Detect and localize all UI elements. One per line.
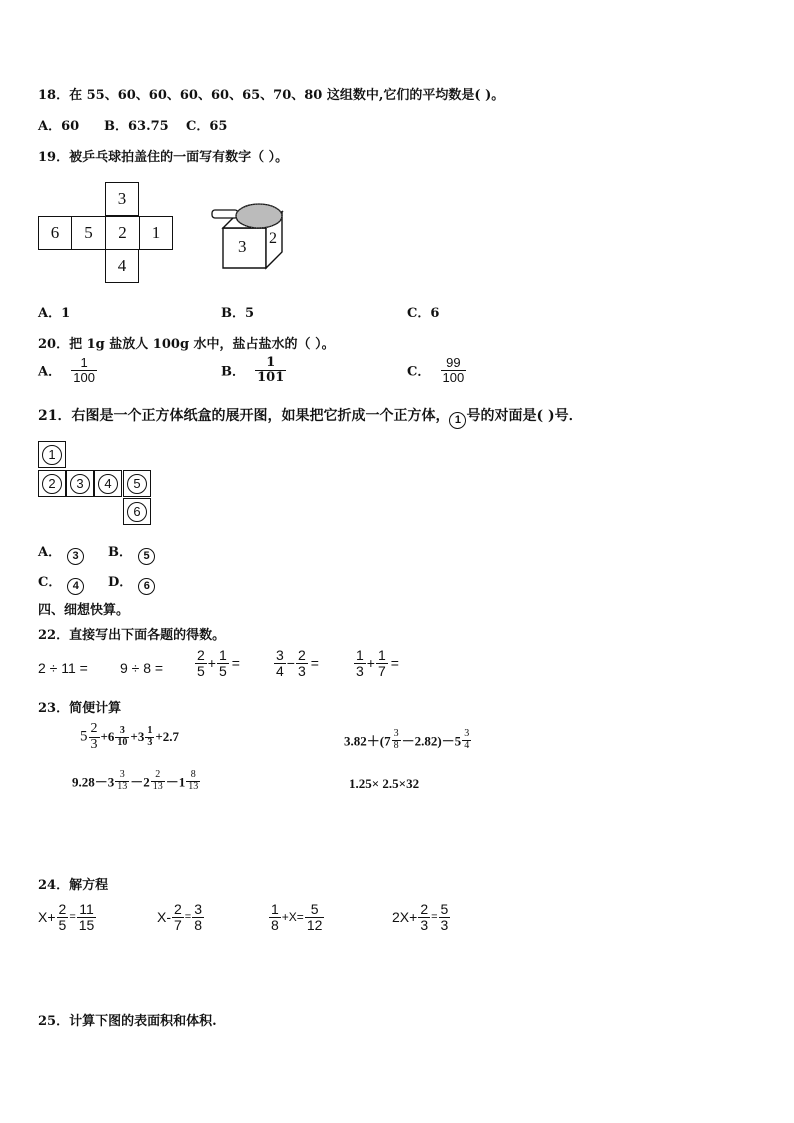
q21-text-part: 21．右图是一个正方体纸盒的展开图，如果把它折成一个正方体， xyxy=(38,408,450,424)
fraction xyxy=(89,722,100,752)
q22-expr-5 xyxy=(353,648,399,678)
net-face-bottom xyxy=(123,498,151,525)
denominator: 7 xyxy=(174,916,182,933)
denominator: 13 xyxy=(152,780,163,792)
circled-number: 3 xyxy=(70,474,90,494)
equals: = xyxy=(431,911,438,924)
denominator: 10 xyxy=(117,736,128,748)
q24-text: 24．解方程 xyxy=(38,878,109,893)
fraction xyxy=(255,356,286,384)
fraction xyxy=(195,648,207,678)
q25-text: 25．计算下图的表面积和体积. xyxy=(38,1014,217,1029)
option-label: B． xyxy=(108,545,132,560)
term: X+ xyxy=(38,909,56,926)
cube-side-label: 2 xyxy=(269,230,277,247)
net-face: 6 xyxy=(38,216,72,250)
denominator: 13 xyxy=(117,780,128,792)
q20-option-c xyxy=(407,356,467,384)
numerator: 3 xyxy=(393,728,399,739)
numerator: 1 xyxy=(147,725,153,737)
denominator: 8 xyxy=(194,916,203,933)
numerator: 1 xyxy=(266,355,276,370)
numerator: 2 xyxy=(155,769,161,780)
section-heading: 四、细想快算。 xyxy=(38,603,130,618)
fraction xyxy=(354,648,366,678)
circled-number: 2 xyxy=(42,474,62,494)
option-label: A． xyxy=(38,364,62,380)
denominator: 13 xyxy=(188,780,199,792)
denominator: 4 xyxy=(276,662,284,679)
denominator: 8 xyxy=(393,739,399,751)
numerator: 11 xyxy=(79,901,94,917)
option-label: C． xyxy=(38,575,62,590)
denominator: 100 xyxy=(73,369,95,385)
q18-text: 18．在 55、60、60、60、60、65、70、80 这组数中,它们的平均数是( )。 xyxy=(38,88,505,103)
numerator: 2 xyxy=(90,721,98,736)
q21-option-c xyxy=(38,571,84,595)
q18-option-c: C．65 xyxy=(186,119,228,134)
term: －1 xyxy=(165,774,186,790)
operator: + xyxy=(366,655,375,672)
fraction xyxy=(296,648,308,678)
fraction xyxy=(439,902,451,932)
equals: = xyxy=(69,911,76,924)
q20-option-b xyxy=(221,356,287,384)
q21-option-a xyxy=(38,541,84,565)
equals: = xyxy=(310,655,319,672)
term: 9.28－3 xyxy=(72,774,115,790)
q19-option-b: B．5 xyxy=(221,306,255,321)
denominator: 101 xyxy=(257,369,285,385)
fraction xyxy=(77,902,97,932)
numerator: 5 xyxy=(440,901,449,917)
term: －2 xyxy=(130,774,150,790)
circled-number: 6 xyxy=(127,502,147,522)
circled-number: 6 xyxy=(138,578,155,595)
q24-equation-3 xyxy=(268,902,325,932)
option-label: B． xyxy=(221,364,245,380)
q21-text-part: 号的对面是( )号． xyxy=(466,408,583,424)
fraction xyxy=(274,648,286,678)
numerator: 1 xyxy=(377,647,386,663)
term: 2X+ xyxy=(392,909,418,926)
denominator: 100 xyxy=(442,369,465,385)
option-label: D． xyxy=(108,575,133,590)
fraction xyxy=(441,356,467,384)
numerator: 8 xyxy=(190,769,196,780)
denominator: 3 xyxy=(90,736,98,752)
net-face-top: 3 xyxy=(105,182,139,216)
circled-number: 5 xyxy=(138,548,155,565)
equals: = xyxy=(231,655,240,672)
q21-option-d xyxy=(108,571,155,595)
numerator: 3 xyxy=(464,728,470,739)
numerator: 3 xyxy=(119,725,125,737)
denominator: 5 xyxy=(197,662,205,679)
q18-option-a: A．60 xyxy=(38,119,80,134)
term: X- xyxy=(157,909,171,926)
cube-with-paddle-figure xyxy=(210,198,290,273)
operator: + xyxy=(207,655,216,672)
q22-expr-2: 9 ÷ 8 = xyxy=(120,660,164,676)
net-face-top xyxy=(38,441,66,468)
numerator: 3 xyxy=(119,769,125,780)
term: +X= xyxy=(281,910,304,925)
fraction xyxy=(57,902,69,932)
q23-expr-4: 1.25× 2.5×32 xyxy=(349,776,420,791)
denominator: 3 xyxy=(440,916,449,933)
option-label: A． xyxy=(38,545,62,560)
net-face: 5 xyxy=(71,216,106,250)
q21-text xyxy=(38,405,583,429)
net-face xyxy=(66,470,94,497)
denominator: 4 xyxy=(464,739,470,751)
q24-equation-1 xyxy=(38,902,97,932)
circled-number: 4 xyxy=(98,474,118,494)
denominator: 8 xyxy=(271,916,279,933)
circled-number: 5 xyxy=(127,474,147,494)
term: +2.7 xyxy=(155,729,180,745)
q22-expr-4 xyxy=(273,648,319,678)
net-face xyxy=(94,470,122,497)
fraction xyxy=(462,729,471,751)
whole-number: 5 xyxy=(80,728,88,745)
q24-equation-4 xyxy=(392,902,451,932)
q23-expr-3 xyxy=(72,770,201,792)
numerator: 3 xyxy=(276,647,284,663)
q24-equation-2 xyxy=(157,902,205,932)
denominator: 3 xyxy=(147,736,153,748)
q21-option-b xyxy=(108,541,155,565)
cube-front-label: 3 xyxy=(238,237,247,256)
q20-text: 20．把 1g 盐放人 100g 水中，盐占盐水的（ ）。 xyxy=(38,337,335,352)
circled-number: 1 xyxy=(449,412,466,429)
fraction xyxy=(192,902,204,932)
numerator: 1 xyxy=(356,647,364,663)
denominator: 15 xyxy=(78,916,95,933)
net-face: 1 xyxy=(139,216,173,250)
net-face xyxy=(123,470,151,497)
q23-expr-2 xyxy=(344,729,472,751)
fraction xyxy=(172,902,184,932)
numerator: 2 xyxy=(197,647,205,663)
fraction xyxy=(418,902,430,932)
numerator: 2 xyxy=(297,647,306,663)
option-label: C． xyxy=(407,364,431,380)
term: 3.82＋(7 xyxy=(344,733,391,749)
numerator: 99 xyxy=(446,355,461,370)
denominator: 3 xyxy=(297,662,306,679)
numerator: 1 xyxy=(218,647,227,663)
q22-expr-3 xyxy=(194,648,240,678)
numerator: 2 xyxy=(174,901,182,917)
q23-expr-1 xyxy=(80,722,179,752)
circled-number: 4 xyxy=(67,578,84,595)
denominator: 3 xyxy=(356,662,364,679)
numerator: 5 xyxy=(310,901,319,917)
term: －2.82)－5 xyxy=(401,733,462,749)
numerator: 2 xyxy=(58,901,67,917)
denominator: 7 xyxy=(377,662,386,679)
q22-text: 22．直接写出下面各题的得数。 xyxy=(38,628,226,643)
q19-option-a: A．1 xyxy=(38,306,71,321)
equals: = xyxy=(390,655,399,672)
q19-option-c: C．6 xyxy=(407,306,440,321)
fraction xyxy=(115,770,129,792)
fraction xyxy=(217,648,229,678)
q19-text: 19．被乒乓球拍盖住的一面写有数字（ ）。 xyxy=(38,150,289,165)
denominator: 5 xyxy=(58,916,67,933)
term: +6 xyxy=(100,729,115,745)
denominator: 3 xyxy=(420,916,429,933)
numerator: 3 xyxy=(194,901,203,917)
q20-option-a xyxy=(38,356,98,384)
fraction xyxy=(186,770,200,792)
equals: = xyxy=(184,911,192,924)
q23-text: 23．简便计算 xyxy=(38,701,122,716)
fraction xyxy=(151,770,165,792)
term: +3 xyxy=(130,729,145,745)
fraction xyxy=(71,356,97,384)
fraction xyxy=(115,726,129,748)
numerator: 1 xyxy=(80,355,88,370)
numerator: 1 xyxy=(271,901,279,917)
circled-number: 1 xyxy=(42,445,62,465)
fraction xyxy=(305,902,325,932)
fraction xyxy=(392,729,401,751)
q18-option-b: B．63.75 xyxy=(104,119,169,134)
operator: − xyxy=(286,655,295,672)
net-face-bottom: 4 xyxy=(105,249,139,283)
net-face: 2 xyxy=(105,216,140,250)
fraction xyxy=(145,726,154,748)
q22-expr-1: 2 ÷ 11 = xyxy=(38,660,88,676)
numerator: 2 xyxy=(420,901,429,917)
net-face xyxy=(38,470,66,497)
fraction xyxy=(269,902,281,932)
denominator: 12 xyxy=(306,916,323,933)
fraction xyxy=(376,648,388,678)
denominator: 5 xyxy=(218,662,227,679)
circled-number: 3 xyxy=(67,548,84,565)
